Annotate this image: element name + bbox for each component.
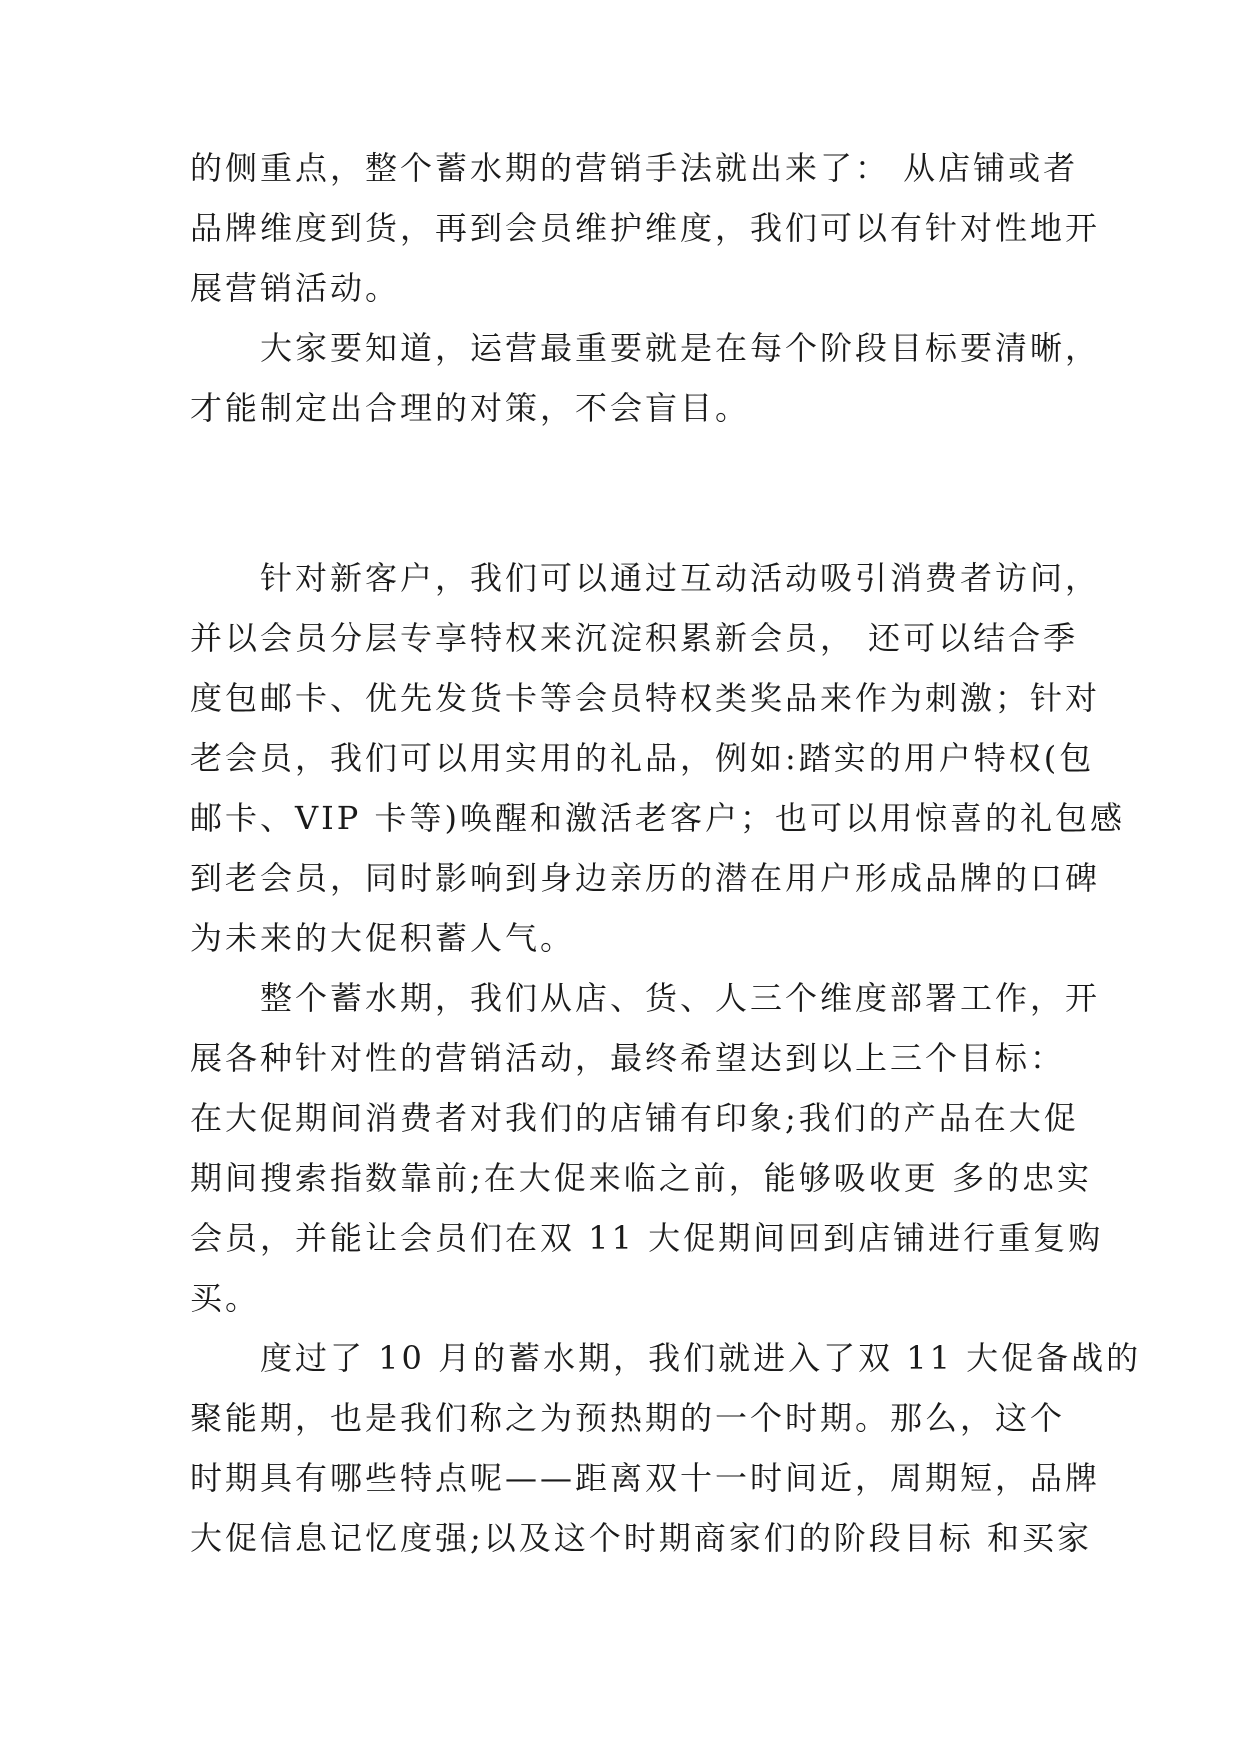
text-line: 才能制定出合理的对策，不会盲目。 xyxy=(190,389,751,427)
paragraph xyxy=(190,318,1101,438)
text-line: 在大促期间消费者对我们的店铺有印象;我们的产品在大促 xyxy=(190,1099,1079,1137)
text-line: 时期具有哪些特点呢——距离双十一时间近，周期短，品牌 xyxy=(190,1459,1101,1497)
text-line: 展各种针对性的营销活动，最终希望达到以上三个目标： xyxy=(190,1039,1066,1077)
text-line: 整个蓄水期，我们从店、货、人三个维度部署工作，开 xyxy=(260,979,1101,1017)
section-1 xyxy=(190,138,1101,438)
text-line: 买。 xyxy=(190,1279,261,1317)
paragraph xyxy=(190,1328,1142,1568)
text-line: 针对新客户，我们可以通过互动活动吸引消费者访问， xyxy=(260,559,1101,597)
text-line: 度包邮卡、优先发货卡等会员特权类奖品来作为刺激；针对 xyxy=(190,679,1101,717)
text-line: 老会员，我们可以用实用的礼品，例如:踏实的用户特权(包 xyxy=(190,739,1095,777)
text-line: 聚能期，也是我们称之为预热期的一个时期。那么，这个 xyxy=(190,1399,1066,1437)
text-line: 期间搜索指数靠前;在大促来临之前，能够吸收更 多的忠实 xyxy=(190,1159,1092,1197)
text-line: 的侧重点，整个蓄水期的营销手法就出来了： 从店铺或者 xyxy=(190,149,1079,187)
text-line: 为未来的大促积蓄人气。 xyxy=(190,919,576,957)
text-line: 大促信息记忆度强;以及这个时期商家们的阶段目标 和买家 xyxy=(190,1519,1092,1557)
paragraph xyxy=(190,968,1104,1328)
section-2 xyxy=(190,548,1142,1568)
text-line: 到老会员，同时影响到身边亲历的潜在用户形成品牌的口碑 xyxy=(190,859,1101,897)
text-line: 邮卡、VIP 卡等)唤醒和激活老客户；也可以用惊喜的礼包感 xyxy=(190,799,1125,837)
paragraph xyxy=(190,548,1125,968)
text-line: 会员，并能让会员们在双 11 大促期间回到店铺进行重复购 xyxy=(190,1219,1104,1257)
text-line: 品牌维度到货，再到会员维护维度，我们可以有针对性地开 xyxy=(190,209,1101,247)
text-line: 展营销活动。 xyxy=(190,269,401,307)
paragraph xyxy=(190,138,1101,318)
text-line: 并以会员分层专享特权来沉淀积累新会员， 还可以结合季 xyxy=(190,619,1079,657)
text-line: 大家要知道，运营最重要就是在每个阶段目标要清晰， xyxy=(260,329,1101,367)
text-line: 度过了 10 月的蓄水期，我们就进入了双 11 大促备战的 xyxy=(260,1339,1142,1377)
